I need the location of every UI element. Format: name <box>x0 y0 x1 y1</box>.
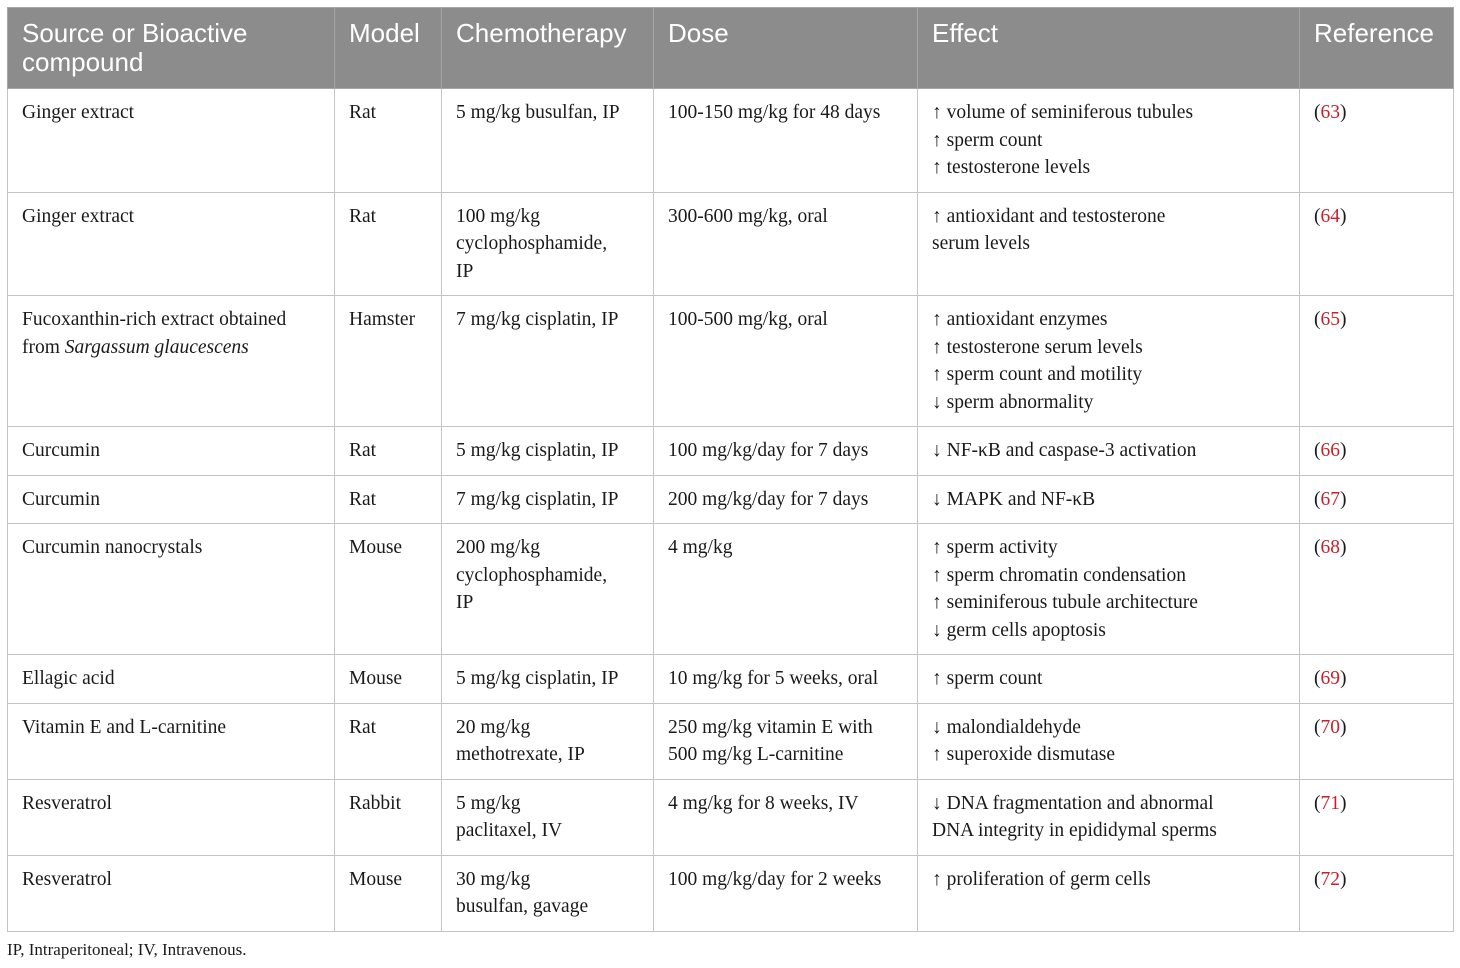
paren-close: ) <box>1340 792 1347 814</box>
source-text: Ginger extract <box>22 205 135 227</box>
cell-dose <box>654 427 918 476</box>
cell-model: Mouse <box>335 655 442 704</box>
cell-reference <box>1300 703 1454 779</box>
cell-chemotherapy <box>442 779 654 855</box>
paren-close: ) <box>1340 668 1347 689</box>
chemotherapy-line: methotrexate, IP <box>456 744 585 765</box>
dose-line: 250 mg/kg vitamin E with <box>668 716 873 738</box>
dose-line: 10 mg/kg for 5 weeks, oral <box>668 668 879 689</box>
dose-line: 100-500 mg/kg, oral <box>668 309 828 330</box>
cell-dose <box>654 703 918 779</box>
cell-dose <box>654 855 918 931</box>
cell-reference <box>1300 524 1454 655</box>
dose-line: 100-150 mg/kg for 48 days <box>668 102 881 123</box>
cell-chemotherapy <box>442 703 654 779</box>
effect-line: ↓ MAPK and NF-κB <box>932 488 1096 510</box>
cell-model: Rabbit <box>335 779 442 855</box>
dose-line: 100 mg/kg/day for 7 days <box>668 440 869 461</box>
chemotherapy-line: 5 mg/kg busulfan, IP <box>456 102 620 123</box>
effect-line: ↑ volume of seminiferous tubules <box>932 102 1194 123</box>
cell-chemotherapy <box>442 655 654 704</box>
data-table <box>7 7 1454 932</box>
table-footnote: IP, Intraperitoneal; IV, Intravenous. <box>7 940 247 959</box>
cell-model: Mouse <box>335 855 442 931</box>
cell-effect <box>918 855 1300 931</box>
source-text: Fucoxanthin-rich extract obtained <box>22 309 287 330</box>
cell-chemotherapy <box>442 192 654 296</box>
table-row <box>8 89 1454 193</box>
effect-line: ↓ NF-κB and caspase-3 activation <box>932 440 1197 461</box>
cell-chemotherapy <box>442 524 654 655</box>
cell-model: Rat <box>335 427 442 476</box>
source-text: Curcumin <box>22 488 100 510</box>
cell-model: Rat <box>335 703 442 779</box>
cell-dose <box>654 89 918 193</box>
paren-close: ) <box>1340 537 1347 558</box>
cell-chemotherapy <box>442 296 654 427</box>
paren-open: ( <box>1314 205 1321 227</box>
cell-source <box>8 296 335 427</box>
reference-link[interactable]: 72 <box>1320 868 1340 890</box>
cell-dose <box>654 779 918 855</box>
cell-effect <box>918 524 1300 655</box>
cell-reference <box>1300 475 1454 524</box>
cell-source <box>8 427 335 476</box>
cell-dose <box>654 475 918 524</box>
cell-source <box>8 779 335 855</box>
cell-reference <box>1300 296 1454 427</box>
table-row <box>8 855 1454 931</box>
cell-reference <box>1300 89 1454 193</box>
cell-chemotherapy <box>442 855 654 931</box>
table-row <box>8 779 1454 855</box>
effect-line: ↑ antioxidant and testosterone <box>932 205 1166 227</box>
source-text: Curcumin <box>22 440 100 461</box>
chemotherapy-line: 5 mg/kg cisplatin, IP <box>456 668 619 689</box>
cell-reference <box>1300 855 1454 931</box>
source-text: from <box>22 336 65 358</box>
dose-line: 4 mg/kg <box>668 537 733 558</box>
table-body <box>8 89 1454 932</box>
cell-reference <box>1300 427 1454 476</box>
source-text: Curcumin nanocrystals <box>22 537 203 558</box>
source-text: Vitamin E and L-carnitine <box>22 716 227 738</box>
table-row <box>8 524 1454 655</box>
header-effect: Effect <box>918 8 1300 89</box>
paren-open: ( <box>1314 537 1321 558</box>
chemotherapy-line: 5 mg/kg <box>456 792 521 814</box>
paren-open: ( <box>1314 668 1321 689</box>
cell-reference <box>1300 779 1454 855</box>
table-row <box>8 703 1454 779</box>
table-row <box>8 427 1454 476</box>
effect-line: ↑ sperm activity <box>932 537 1058 558</box>
paren-open: ( <box>1314 488 1321 510</box>
cell-dose <box>654 655 918 704</box>
cell-model: Rat <box>335 89 442 193</box>
effect-line: ↑ sperm count and motility <box>932 364 1143 385</box>
reference-link[interactable]: 66 <box>1320 440 1340 461</box>
cell-source <box>8 475 335 524</box>
cell-model: Rat <box>335 192 442 296</box>
reference-link[interactable]: 63 <box>1320 102 1340 123</box>
effect-line: ↑ sperm chromatin condensation <box>932 564 1186 586</box>
paren-open: ( <box>1314 868 1321 890</box>
header-row <box>8 8 1454 89</box>
effect-line: ↑ testosterone serum levels <box>932 336 1143 358</box>
paren-open: ( <box>1314 440 1321 461</box>
effect-line: serum levels <box>932 233 1031 254</box>
cell-effect <box>918 89 1300 193</box>
header-reference: Reference <box>1300 8 1454 89</box>
chemotherapy-line: 20 mg/kg <box>456 716 531 738</box>
paren-open: ( <box>1314 716 1321 738</box>
paren-close: ) <box>1340 102 1347 123</box>
cell-source <box>8 855 335 931</box>
effect-line: ↑ sperm count <box>932 129 1043 151</box>
cell-effect <box>918 296 1300 427</box>
cell-effect <box>918 475 1300 524</box>
reference-link[interactable]: 71 <box>1320 792 1340 814</box>
header-model: Model <box>335 8 442 89</box>
table-header <box>8 8 1454 89</box>
dose-line: 500 mg/kg L-carnitine <box>668 744 844 765</box>
paren-open: ( <box>1314 792 1321 814</box>
cell-chemotherapy <box>442 427 654 476</box>
paren-open: ( <box>1314 309 1321 330</box>
cell-dose <box>654 524 918 655</box>
paren-close: ) <box>1340 868 1347 890</box>
effect-line: ↓ germ cells apoptosis <box>932 619 1106 641</box>
dose-line: 4 mg/kg for 8 weeks, IV <box>668 792 859 814</box>
source-text: Resveratrol <box>22 792 112 814</box>
paren-close: ) <box>1340 309 1347 330</box>
chemotherapy-line: 100 mg/kg <box>456 205 540 227</box>
effect-line: ↑ testosterone levels <box>932 157 1091 178</box>
source-text: Ellagic acid <box>22 668 115 689</box>
cell-model: Rat <box>335 475 442 524</box>
effect-line: ↓ sperm abnormality <box>932 391 1094 413</box>
cell-source <box>8 524 335 655</box>
cell-model: Mouse <box>335 524 442 655</box>
reference-link[interactable]: 70 <box>1320 716 1340 738</box>
cell-effect <box>918 779 1300 855</box>
header-dose: Dose <box>654 8 918 89</box>
cell-dose <box>654 192 918 296</box>
cell-effect <box>918 703 1300 779</box>
header-chemotherapy: Chemotherapy <box>442 8 654 89</box>
table-container <box>7 7 1453 932</box>
table-row <box>8 655 1454 704</box>
cell-source <box>8 192 335 296</box>
dose-line: 100 mg/kg/day for 2 weeks <box>668 868 882 890</box>
table-row <box>8 296 1454 427</box>
dose-line: 300-600 mg/kg, oral <box>668 205 828 227</box>
chemotherapy-line: cyclophosphamide, <box>456 233 608 254</box>
cell-effect <box>918 427 1300 476</box>
cell-chemotherapy <box>442 475 654 524</box>
effect-line: ↑ seminiferous tubule architecture <box>932 592 1198 613</box>
effect-line: ↑ proliferation of germ cells <box>932 868 1151 890</box>
table-row <box>8 475 1454 524</box>
header-source: Source or Bioactive compound <box>8 8 335 89</box>
effect-line: ↑ antioxidant enzymes <box>932 309 1108 330</box>
effect-line: DNA integrity in epididymal sperms <box>932 820 1217 841</box>
paren-close: ) <box>1340 488 1347 510</box>
paren-open: ( <box>1314 102 1321 123</box>
chemotherapy-line: IP <box>456 260 474 282</box>
chemotherapy-line: 7 mg/kg cisplatin, IP <box>456 309 619 330</box>
reference-link[interactable]: 68 <box>1320 537 1340 558</box>
cell-source <box>8 655 335 704</box>
table-row <box>8 192 1454 296</box>
effect-line: ↑ sperm count <box>932 668 1043 689</box>
paren-close: ) <box>1340 440 1347 461</box>
chemotherapy-line: 7 mg/kg cisplatin, IP <box>456 488 619 510</box>
reference-link[interactable]: 69 <box>1320 668 1340 689</box>
reference-link[interactable]: 65 <box>1320 309 1340 330</box>
chemotherapy-line: cyclophosphamide, <box>456 564 608 586</box>
cell-chemotherapy <box>442 89 654 193</box>
chemotherapy-line: IP <box>456 592 474 613</box>
cell-effect <box>918 192 1300 296</box>
source-species: Sargassum glaucescens <box>64 336 249 358</box>
chemotherapy-line: 5 mg/kg cisplatin, IP <box>456 440 619 461</box>
effect-line: ↓ DNA fragmentation and abnormal <box>932 792 1214 814</box>
reference-link[interactable]: 64 <box>1320 205 1340 227</box>
chemotherapy-line: 30 mg/kg <box>456 868 531 890</box>
cell-source <box>8 703 335 779</box>
source-text: Ginger extract <box>22 102 135 123</box>
paren-close: ) <box>1340 205 1347 227</box>
effect-line: ↑ superoxide dismutase <box>932 744 1116 765</box>
cell-reference <box>1300 655 1454 704</box>
cell-source <box>8 89 335 193</box>
chemotherapy-line: paclitaxel, IV <box>456 820 563 841</box>
dose-line: 200 mg/kg/day for 7 days <box>668 488 869 510</box>
chemotherapy-line: busulfan, gavage <box>456 896 589 917</box>
cell-reference <box>1300 192 1454 296</box>
chemotherapy-line: 200 mg/kg <box>456 537 540 558</box>
cell-dose <box>654 296 918 427</box>
paren-close: ) <box>1340 716 1347 738</box>
cell-effect <box>918 655 1300 704</box>
reference-link[interactable]: 67 <box>1320 488 1340 510</box>
effect-line: ↓ malondialdehyde <box>932 716 1081 738</box>
cell-model: Hamster <box>335 296 442 427</box>
source-text: Resveratrol <box>22 868 112 890</box>
